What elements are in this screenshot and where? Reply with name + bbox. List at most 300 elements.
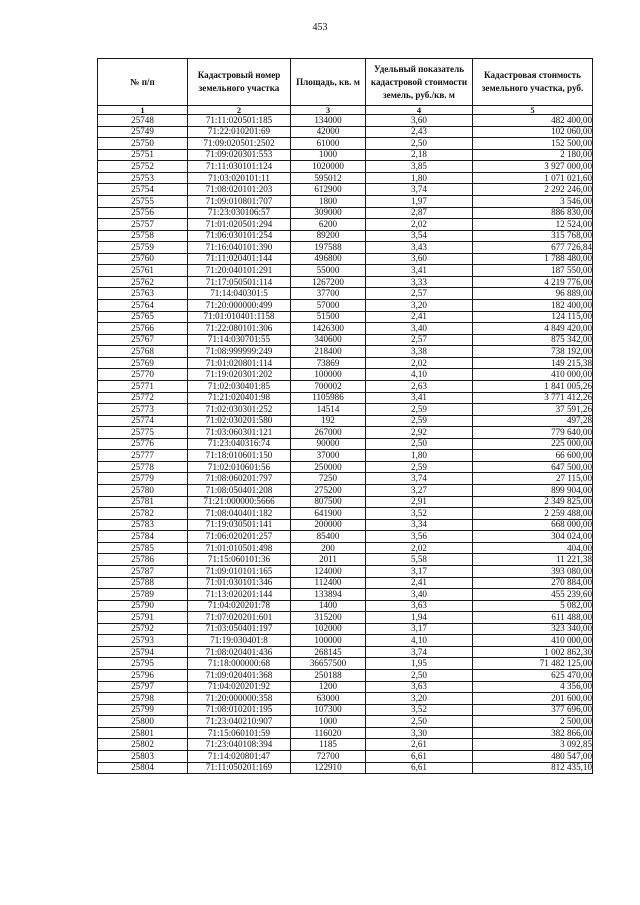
- cadastral-number-cell: 71:08:050401:208: [188, 485, 291, 497]
- row-number-cell: 25794: [98, 646, 188, 658]
- table-row: [98, 531, 593, 543]
- table-row: [98, 554, 593, 566]
- cadastral-value-cell: 393 080,00: [473, 565, 593, 577]
- cadastral-value-cell: 3 927 000,00: [473, 161, 593, 173]
- area-cell: 1185: [291, 739, 366, 751]
- header-cadastral-value: Кадастровая стоимость земельного участка, руб.: [473, 59, 593, 106]
- area-cell: 122910: [291, 762, 366, 774]
- cadastral-value-cell: 5 082,00: [473, 600, 593, 612]
- table-row: [98, 542, 593, 554]
- row-number-cell: 25768: [98, 346, 188, 358]
- cadastral-value-cell: 625 470,00: [473, 670, 593, 682]
- cadastral-number-cell: 71:14:040301:5: [188, 288, 291, 300]
- specific-value-cell: 1,97: [366, 195, 473, 207]
- cadastral-number-cell: 71:08:020101:203: [188, 184, 291, 196]
- area-cell: 250188: [291, 670, 366, 682]
- table-row: [98, 496, 593, 508]
- specific-value-cell: 5,58: [366, 554, 473, 566]
- row-number-cell: 25791: [98, 612, 188, 624]
- row-number-cell: 25789: [98, 589, 188, 601]
- cadastral-value-cell: 899 904,00: [473, 485, 593, 497]
- row-number-cell: 25782: [98, 508, 188, 520]
- cadastral-number-cell: 71:08:020401:436: [188, 646, 291, 658]
- specific-value-cell: 3,30: [366, 727, 473, 739]
- row-number-cell: 25795: [98, 658, 188, 670]
- cadastral-value-cell: 611 488,00: [473, 612, 593, 624]
- specific-value-cell: 3,17: [366, 565, 473, 577]
- table-row: [98, 219, 593, 231]
- table-row: [98, 589, 593, 601]
- row-number-cell: 25775: [98, 427, 188, 439]
- row-number-cell: 25754: [98, 184, 188, 196]
- cadastral-value-table: [97, 58, 593, 774]
- specific-value-cell: 3,52: [366, 704, 473, 716]
- specific-value-cell: 1,80: [366, 450, 473, 462]
- row-number-cell: 25779: [98, 473, 188, 485]
- table-row: [98, 716, 593, 728]
- column-number: 2: [188, 106, 291, 115]
- area-cell: 612900: [291, 184, 366, 196]
- area-cell: 14514: [291, 404, 366, 416]
- specific-value-cell: 6,61: [366, 762, 473, 774]
- specific-value-cell: 3,41: [366, 392, 473, 404]
- specific-value-cell: 2,59: [366, 404, 473, 416]
- specific-value-cell: 2,41: [366, 577, 473, 589]
- cadastral-value-cell: 1 071 021,60: [473, 172, 593, 184]
- row-number-cell: 25770: [98, 369, 188, 381]
- cadastral-value-cell: 96 889,00: [473, 288, 593, 300]
- row-number-cell: 25774: [98, 415, 188, 427]
- specific-value-cell: 2,18: [366, 149, 473, 161]
- cadastral-value-cell: 455 239,60: [473, 589, 593, 601]
- column-number: 5: [473, 106, 593, 115]
- specific-value-cell: 3,85: [366, 161, 473, 173]
- area-cell: 73869: [291, 357, 366, 369]
- row-number-cell: 25787: [98, 565, 188, 577]
- area-cell: 124000: [291, 565, 366, 577]
- area-cell: 218400: [291, 346, 366, 358]
- cadastral-number-cell: 71:23:040108:394: [188, 739, 291, 751]
- specific-value-cell: 3,60: [366, 253, 473, 265]
- table-row: [98, 357, 593, 369]
- cadastral-number-cell: 71:08:040401:182: [188, 508, 291, 520]
- cadastral-number-cell: 71:18:000000:68: [188, 658, 291, 670]
- cadastral-value-cell: 102 060,00: [473, 126, 593, 138]
- area-cell: 85400: [291, 531, 366, 543]
- specific-value-cell: 3,17: [366, 623, 473, 635]
- table-row: [98, 415, 593, 427]
- specific-value-cell: 2,43: [366, 126, 473, 138]
- row-number-cell: 25800: [98, 716, 188, 728]
- cadastral-value-cell: 37 591,26: [473, 404, 593, 416]
- cadastral-value-cell: 3 092,85: [473, 739, 593, 751]
- specific-value-cell: 2,02: [366, 357, 473, 369]
- cadastral-number-cell: 71:06:030101:254: [188, 230, 291, 242]
- column-number: 1: [98, 106, 188, 115]
- area-cell: 700002: [291, 380, 366, 392]
- cadastral-number-cell: 71:09:010101:165: [188, 565, 291, 577]
- cadastral-number-cell: 71:18:010601:150: [188, 450, 291, 462]
- row-number-cell: 25760: [98, 253, 188, 265]
- row-number-cell: 25750: [98, 138, 188, 150]
- specific-value-cell: 3,34: [366, 519, 473, 531]
- table-row: [98, 612, 593, 624]
- header-area: Площадь, кв. м: [291, 59, 366, 106]
- row-number-cell: 25759: [98, 242, 188, 254]
- cadastral-number-cell: 71:20:040101:291: [188, 265, 291, 277]
- specific-value-cell: 3,54: [366, 230, 473, 242]
- cadastral-number-cell: 71:09:020501:2502: [188, 138, 291, 150]
- specific-value-cell: 3,56: [366, 531, 473, 543]
- area-cell: 61000: [291, 138, 366, 150]
- cadastral-number-cell: 71:01:010401:1158: [188, 311, 291, 323]
- table-row: [98, 623, 593, 635]
- cadastral-value-cell: 668 000,00: [473, 519, 593, 531]
- specific-value-cell: 3,63: [366, 600, 473, 612]
- cadastral-value-cell: 886 830,00: [473, 207, 593, 219]
- table-row: [98, 380, 593, 392]
- cadastral-number-cell: 71:16:040101:390: [188, 242, 291, 254]
- specific-value-cell: 2,91: [366, 496, 473, 508]
- cadastral-number-cell: 71:09:020401:368: [188, 670, 291, 682]
- table-row: [98, 438, 593, 450]
- area-cell: 496800: [291, 253, 366, 265]
- row-number-cell: 25764: [98, 300, 188, 312]
- cadastral-number-cell: 71:07:020201:601: [188, 612, 291, 624]
- cadastral-number-cell: 71:23:040316:74: [188, 438, 291, 450]
- area-cell: 1426300: [291, 323, 366, 335]
- row-number-cell: 25781: [98, 496, 188, 508]
- row-number-cell: 25748: [98, 115, 188, 127]
- table-row: [98, 392, 593, 404]
- cadastral-number-cell: 71:08:010201:195: [188, 704, 291, 716]
- cadastral-number-cell: 71:11:050201:169: [188, 762, 291, 774]
- cadastral-value-cell: 315 768,00: [473, 230, 593, 242]
- specific-value-cell: 3,41: [366, 265, 473, 277]
- row-number-cell: 25752: [98, 161, 188, 173]
- table-row: [98, 508, 593, 520]
- table-row: [98, 670, 593, 682]
- row-number-cell: 25778: [98, 461, 188, 473]
- table-row: [98, 253, 593, 265]
- specific-value-cell: 2,59: [366, 461, 473, 473]
- table-row: [98, 195, 593, 207]
- cadastral-number-cell: 71:22:080101:306: [188, 323, 291, 335]
- cadastral-number-cell: 71:01:020501:294: [188, 219, 291, 231]
- area-cell: 37000: [291, 450, 366, 462]
- cadastral-value-cell: 482 400,00: [473, 115, 593, 127]
- specific-value-cell: 2,92: [366, 427, 473, 439]
- cadastral-value-cell: 480 547,00: [473, 750, 593, 762]
- area-cell: 107300: [291, 704, 366, 716]
- table-row: [98, 346, 593, 358]
- cadastral-value-cell: 225 000,00: [473, 438, 593, 450]
- cadastral-number-cell: 71:04:020201:92: [188, 681, 291, 693]
- row-number-cell: 25797: [98, 681, 188, 693]
- row-number-cell: 25773: [98, 404, 188, 416]
- area-cell: 268145: [291, 646, 366, 658]
- row-number-cell: 25784: [98, 531, 188, 543]
- cadastral-number-cell: 71:14:020801:47: [188, 750, 291, 762]
- cadastral-value-cell: 812 435,10: [473, 762, 593, 774]
- table-row: [98, 149, 593, 161]
- area-cell: 250000: [291, 461, 366, 473]
- cadastral-number-cell: 71:02:030201:580: [188, 415, 291, 427]
- row-number-cell: 25790: [98, 600, 188, 612]
- specific-value-cell: 3,27: [366, 485, 473, 497]
- cadastral-value-cell: 270 884,00: [473, 577, 593, 589]
- row-number-cell: 25763: [98, 288, 188, 300]
- column-number: 4: [366, 106, 473, 115]
- table-row: [98, 600, 593, 612]
- cadastral-value-cell: 187 550,00: [473, 265, 593, 277]
- cadastral-number-cell: 71:21:000000:5666: [188, 496, 291, 508]
- area-cell: 315200: [291, 612, 366, 624]
- cadastral-value-cell: 875 342,00: [473, 334, 593, 346]
- table-row: [98, 334, 593, 346]
- cadastral-value-cell: 4 356,00: [473, 681, 593, 693]
- cadastral-number-cell: 71:21:020401:98: [188, 392, 291, 404]
- cadastral-number-cell: 71:13:020201:144: [188, 589, 291, 601]
- cadastral-value-cell: 410 000,00: [473, 369, 593, 381]
- cadastral-value-cell: 4 849 420,00: [473, 323, 593, 335]
- header-row-number: № п/п: [98, 59, 188, 106]
- cadastral-value-cell: 410 000,00: [473, 635, 593, 647]
- area-cell: 1800: [291, 195, 366, 207]
- table-row: [98, 461, 593, 473]
- cadastral-value-cell: 497,28: [473, 415, 593, 427]
- row-number-cell: 25793: [98, 635, 188, 647]
- row-number-cell: 25762: [98, 276, 188, 288]
- area-cell: 340600: [291, 334, 366, 346]
- cadastral-number-cell: 71:19:030401:8: [188, 635, 291, 647]
- cadastral-number-cell: 71:14:030701:55: [188, 334, 291, 346]
- cadastral-value-cell: 323 340,00: [473, 623, 593, 635]
- table-row: [98, 311, 593, 323]
- table-body: [98, 115, 593, 774]
- cadastral-number-cell: 71:20:000000:358: [188, 693, 291, 705]
- specific-value-cell: 2,50: [366, 138, 473, 150]
- cadastral-value-cell: 2 292 246,00: [473, 184, 593, 196]
- specific-value-cell: 3,74: [366, 473, 473, 485]
- table-row: [98, 161, 593, 173]
- row-number-cell: 25769: [98, 357, 188, 369]
- cadastral-number-cell: 71:22:010201:69: [188, 126, 291, 138]
- specific-value-cell: 4,10: [366, 635, 473, 647]
- row-number-cell: 25756: [98, 207, 188, 219]
- row-number-cell: 25801: [98, 727, 188, 739]
- cadastral-value-cell: 377 696,00: [473, 704, 593, 716]
- cadastral-value-cell: 66 600,00: [473, 450, 593, 462]
- area-cell: 55000: [291, 265, 366, 277]
- area-cell: 134000: [291, 115, 366, 127]
- table-row: [98, 485, 593, 497]
- table-row: [98, 727, 593, 739]
- table-row: [98, 704, 593, 716]
- cadastral-value-cell: 1 841 005,26: [473, 380, 593, 392]
- specific-value-cell: 4,10: [366, 369, 473, 381]
- specific-value-cell: 2,57: [366, 334, 473, 346]
- cadastral-number-cell: 71:20:000000:499: [188, 300, 291, 312]
- row-number-cell: 25786: [98, 554, 188, 566]
- table-row: [98, 519, 593, 531]
- cadastral-value-cell: 11 221,38: [473, 554, 593, 566]
- row-number-cell: 25753: [98, 172, 188, 184]
- specific-value-cell: 2,63: [366, 380, 473, 392]
- row-number-cell: 25749: [98, 126, 188, 138]
- cadastral-value-cell: 2 349 825,00: [473, 496, 593, 508]
- cadastral-value-cell: 27 115,00: [473, 473, 593, 485]
- cadastral-value-cell: 3 771 412,26: [473, 392, 593, 404]
- table-header-row: [98, 59, 593, 106]
- header-cadastral-number: Кадастровый номер земельного участка: [188, 59, 291, 106]
- cadastral-number-cell: 71:01:010501:498: [188, 542, 291, 554]
- area-cell: 116020: [291, 727, 366, 739]
- area-cell: 57000: [291, 300, 366, 312]
- specific-value-cell: 3,63: [366, 681, 473, 693]
- area-cell: 72700: [291, 750, 366, 762]
- row-number-cell: 25799: [98, 704, 188, 716]
- cadastral-value-cell: 124 115,00: [473, 311, 593, 323]
- table-row: [98, 473, 593, 485]
- table-row: [98, 577, 593, 589]
- table-row: [98, 207, 593, 219]
- cadastral-value-cell: 677 726,84: [473, 242, 593, 254]
- cadastral-number-cell: 71:09:020301:553: [188, 149, 291, 161]
- table-row: [98, 172, 593, 184]
- specific-value-cell: 3,38: [366, 346, 473, 358]
- specific-value-cell: 1,95: [366, 658, 473, 670]
- area-cell: 1000: [291, 149, 366, 161]
- area-cell: 309000: [291, 207, 366, 219]
- area-cell: 90000: [291, 438, 366, 450]
- cadastral-number-cell: 71:11:030101:124: [188, 161, 291, 173]
- specific-value-cell: 2,50: [366, 438, 473, 450]
- table-row: [98, 693, 593, 705]
- cadastral-number-cell: 71:02:030301:252: [188, 404, 291, 416]
- cadastral-number-cell: 71:15:060101:36: [188, 554, 291, 566]
- cadastral-value-cell: 182 400,00: [473, 300, 593, 312]
- specific-value-cell: 3,74: [366, 646, 473, 658]
- table-row: [98, 126, 593, 138]
- row-number-cell: 25767: [98, 334, 188, 346]
- area-cell: 7250: [291, 473, 366, 485]
- area-cell: 89200: [291, 230, 366, 242]
- area-cell: 6200: [291, 219, 366, 231]
- page-number: 453: [312, 22, 328, 33]
- column-number: 3: [291, 106, 366, 115]
- area-cell: 100000: [291, 635, 366, 647]
- table-row: [98, 288, 593, 300]
- cadastral-value-cell: 304 024,00: [473, 531, 593, 543]
- column-number-row: [98, 106, 593, 115]
- specific-value-cell: 3,52: [366, 508, 473, 520]
- row-number-cell: 25777: [98, 450, 188, 462]
- cadastral-value-cell: 2 180,00: [473, 149, 593, 161]
- row-number-cell: 25776: [98, 438, 188, 450]
- row-number-cell: 25792: [98, 623, 188, 635]
- cadastral-number-cell: 71:04:020201:78: [188, 600, 291, 612]
- row-number-cell: 25765: [98, 311, 188, 323]
- cadastral-value-cell: 4 219 776,00: [473, 276, 593, 288]
- cadastral-number-cell: 71:08:060201:797: [188, 473, 291, 485]
- cadastral-value-cell: 1 788 480,00: [473, 253, 593, 265]
- area-cell: 63000: [291, 693, 366, 705]
- cadastral-value-cell: 738 192,00: [473, 346, 593, 358]
- specific-value-cell: 2,50: [366, 670, 473, 682]
- area-cell: 51500: [291, 311, 366, 323]
- table-row: [98, 300, 593, 312]
- cadastral-value-cell: 71 482 125,00: [473, 658, 593, 670]
- table-row: [98, 138, 593, 150]
- cadastral-value-cell: 3 546,00: [473, 195, 593, 207]
- cadastral-number-cell: 71:02:010601:56: [188, 461, 291, 473]
- row-number-cell: 25761: [98, 265, 188, 277]
- cadastral-value-cell: 404,00: [473, 542, 593, 554]
- table-row: [98, 565, 593, 577]
- table-row: [98, 681, 593, 693]
- table-row: [98, 762, 593, 774]
- cadastral-value-cell: 382 866,00: [473, 727, 593, 739]
- area-cell: 267000: [291, 427, 366, 439]
- table-row: [98, 242, 593, 254]
- area-cell: 112400: [291, 577, 366, 589]
- specific-value-cell: 2,87: [366, 207, 473, 219]
- row-number-cell: 25771: [98, 380, 188, 392]
- area-cell: 1020000: [291, 161, 366, 173]
- area-cell: 100000: [291, 369, 366, 381]
- specific-value-cell: 6,61: [366, 750, 473, 762]
- specific-value-cell: 3,60: [366, 115, 473, 127]
- table-row: [98, 265, 593, 277]
- specific-value-cell: 3,20: [366, 300, 473, 312]
- specific-value-cell: 2,41: [366, 311, 473, 323]
- area-cell: 275200: [291, 485, 366, 497]
- table-row: [98, 230, 593, 242]
- area-cell: 36657500: [291, 658, 366, 670]
- table-row: [98, 184, 593, 196]
- cadastral-value-cell: 2 500,00: [473, 716, 593, 728]
- area-cell: 200000: [291, 519, 366, 531]
- area-cell: 807500: [291, 496, 366, 508]
- row-number-cell: 25802: [98, 739, 188, 751]
- table-row: [98, 450, 593, 462]
- row-number-cell: 25751: [98, 149, 188, 161]
- area-cell: 197588: [291, 242, 366, 254]
- specific-value-cell: 2,57: [366, 288, 473, 300]
- row-number-cell: 25755: [98, 195, 188, 207]
- row-number-cell: 25788: [98, 577, 188, 589]
- specific-value-cell: 2,02: [366, 542, 473, 554]
- specific-value-cell: 3,20: [366, 693, 473, 705]
- table-row: [98, 658, 593, 670]
- cadastral-number-cell: 71:03:020101:11: [188, 172, 291, 184]
- table-row: [98, 115, 593, 127]
- cadastral-number-cell: 71:19:020301:202: [188, 369, 291, 381]
- cadastral-value-cell: 1 002 862,30: [473, 646, 593, 658]
- area-cell: 1400: [291, 600, 366, 612]
- cadastral-number-cell: 71:08:999999:249: [188, 346, 291, 358]
- area-cell: 2011: [291, 554, 366, 566]
- area-cell: 641900: [291, 508, 366, 520]
- specific-value-cell: 3,43: [366, 242, 473, 254]
- area-cell: 595012: [291, 172, 366, 184]
- specific-value-cell: 2,61: [366, 739, 473, 751]
- row-number-cell: 25796: [98, 670, 188, 682]
- row-number-cell: 25757: [98, 219, 188, 231]
- cadastral-number-cell: 71:17:050501:114: [188, 276, 291, 288]
- row-number-cell: 25766: [98, 323, 188, 335]
